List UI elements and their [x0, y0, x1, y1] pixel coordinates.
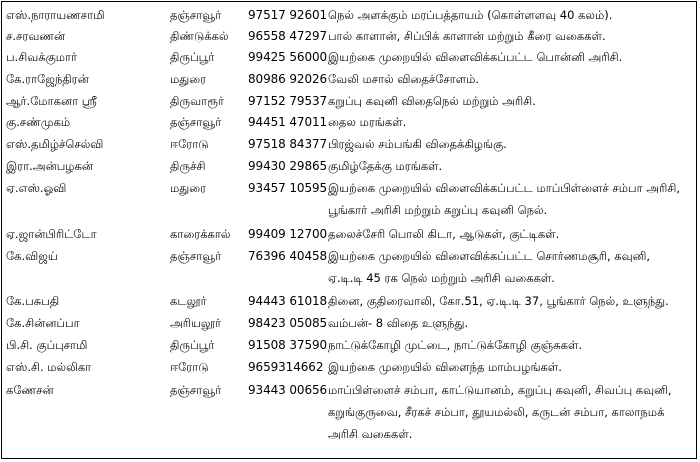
- seller-location: கடலூர்: [170, 294, 207, 308]
- phone-number: 99409 12700: [248, 227, 328, 241]
- product-description: வம்பன்- 8 விதை உளுந்து.: [328, 316, 469, 330]
- table-row: [2, 334, 696, 356]
- seller-location: திருச்சி: [170, 159, 206, 173]
- table-row: [2, 379, 696, 445]
- phone-number: 97517 92601: [248, 8, 328, 22]
- seller-location: திருவாரூர்: [170, 94, 224, 108]
- product-description: கறுப்பு கவுனி விதைநெல் மற்றும் அரிசி.: [328, 94, 536, 108]
- seller-location: திருப்பூர்: [170, 338, 215, 352]
- phone-number: 76396 40458: [248, 249, 328, 263]
- seller-name: ஏ.எஸ்.ஓவி: [6, 181, 67, 195]
- product-description: பிரஜ்வல் சம்பங்கி விதைக்கிழங்கு.: [328, 137, 507, 151]
- seller-name: பி.சி. குப்புசாமி: [6, 338, 88, 352]
- seller-location: ஈரோடு: [170, 137, 209, 151]
- product-description: பூங்கார் அரிசி மற்றும் கறுப்பு கவுனி நெல்.: [328, 203, 548, 217]
- phone-number: 91508 37590: [248, 338, 328, 352]
- table-row: [2, 46, 696, 68]
- product-description: கறுங்குருவை, சீரகச் சம்பா, தூயமல்லி, கருடன் சம்பா, காலாநமக்: [328, 405, 665, 419]
- seller-name: எஸ்.நாராயணசாமி: [6, 8, 105, 22]
- product-description: நாட்டுக்கோழி முட்டை, நாட்டுக்கோழி குஞ்சுகள்.: [328, 338, 582, 352]
- table-row: [2, 90, 696, 112]
- seller-name: ப.சிவக்குமார்: [6, 50, 78, 64]
- seller-name: கே.பசுபதி: [6, 294, 60, 308]
- table-row: [2, 177, 696, 221]
- seller-name: எஸ்.தமிழ்ச்செல்வி: [6, 137, 104, 151]
- seller-name: எஸ்.சி. மல்லிகா: [6, 360, 92, 374]
- table-row: [2, 133, 696, 155]
- product-description: இயற்கை முறையில் விளைந்த மாம்பழங்கள்.: [328, 360, 562, 374]
- seller-name: கணேசன்: [6, 383, 54, 397]
- seller-location: காரைக்கால்: [170, 227, 231, 241]
- product-description: மாப்பிள்ளைச் சம்பா, காட்டுயானம், கறுப்பு கவுனி, சிவப்பு கவுனி,: [328, 383, 672, 397]
- product-description: இயற்கை முறையில் விளைவிக்கப்பட்ட பொன்னி அரிசி.: [328, 50, 623, 64]
- seller-location: மதுரை: [170, 72, 207, 86]
- product-description: அரிசி வகைகள்.: [328, 427, 413, 441]
- phone-number: 9659314662: [248, 360, 324, 374]
- phone-number: 93457 10595: [248, 181, 328, 195]
- seller-location: அரியலூர்: [170, 316, 221, 330]
- product-description: ஏ.டி.டி 45 ரக நெல் மற்றும் அரிசி வகைகள்.: [328, 271, 555, 285]
- seller-name: ஆர்.மோகனா ஸ்ரீ: [6, 94, 97, 108]
- product-description: பால் காளான், சிப்பிக் காளான் மற்றும் கீரை வகைகள்.: [328, 29, 606, 43]
- table-row: [2, 155, 696, 177]
- seller-name: கே.சின்னப்பா: [6, 316, 80, 330]
- seller-name: கே.ராஜேந்திரன்: [6, 72, 89, 86]
- product-description: இயற்கை முறையில் விளைவிக்கப்பட்ட மாப்பிள்ளைச் சம்பா அரிசி,: [328, 181, 680, 195]
- seller-location: மதுரை: [170, 181, 207, 195]
- table-row: [2, 312, 696, 334]
- table-row: [2, 68, 696, 90]
- seller-location: தஞ்சாவூர்: [170, 383, 222, 397]
- seller-name: கே.விஜய்: [6, 249, 58, 263]
- seller-name: கு.சண்முகம்: [6, 115, 71, 129]
- product-description: தலைச்சேரி பொலி கிடா, ஆடுகள், குட்டிகள்.: [328, 227, 560, 241]
- phone-number: 93443 00656: [248, 383, 328, 397]
- phone-number: 98423 05085: [248, 316, 328, 330]
- seller-name: இரா.அன்பழகன்: [6, 159, 94, 173]
- product-description: தினை, குதிரைவாலி, கோ.51, ஏ.டி.டி 37, பூங்கார் நெல், உளுந்து.: [328, 294, 669, 308]
- table-row: [2, 290, 696, 312]
- table-row: [2, 4, 696, 26]
- phone-number: 94443 61018: [248, 294, 328, 308]
- phone-number: 99425 56000: [248, 50, 328, 64]
- phone-number: 94451 47011: [248, 115, 328, 129]
- seller-location: திருப்பூர்: [170, 50, 215, 64]
- product-description: நெல் அளக்கும் மரப்பத்தாயம் (கொள்ளளவு 40 கலம்).: [328, 8, 613, 22]
- seller-name: ஏ.ஜான்பிரிட்டோ: [6, 227, 97, 241]
- seller-location: திண்டுக்கல்: [170, 29, 229, 43]
- product-description: குமிழ்தேக்கு மரங்கள்.: [328, 159, 443, 173]
- table-row: [2, 25, 696, 47]
- product-description: வேலி மசால் விதைச்சோளம்.: [328, 72, 480, 86]
- table-row: [2, 223, 696, 245]
- seller-location: தஞ்சாவூர்: [170, 115, 222, 129]
- table-row: [2, 245, 696, 289]
- phone-number: 80986 92026: [248, 72, 328, 86]
- phone-number: 99430 29865: [248, 159, 328, 173]
- seller-location: தஞ்சாவூர்: [170, 8, 222, 22]
- phone-number: 96558 47297: [248, 29, 328, 43]
- phone-number: 97152 79537: [248, 94, 328, 108]
- seller-name: ச.சரவணன்: [6, 29, 66, 43]
- phone-number: 97518 84377: [248, 137, 328, 151]
- table-row: [2, 356, 696, 378]
- seller-location: தஞ்சாவூர்: [170, 249, 222, 263]
- product-description: இயற்கை முறையில் விளைவிக்கப்பட்ட சொர்ணமசூரி, கவுனி,: [328, 249, 651, 263]
- seller-location: ஈரோடு: [170, 360, 209, 374]
- listing-table: [1, 1, 697, 459]
- product-description: தைல மரங்கள்.: [328, 115, 407, 129]
- table-row: [2, 111, 696, 133]
